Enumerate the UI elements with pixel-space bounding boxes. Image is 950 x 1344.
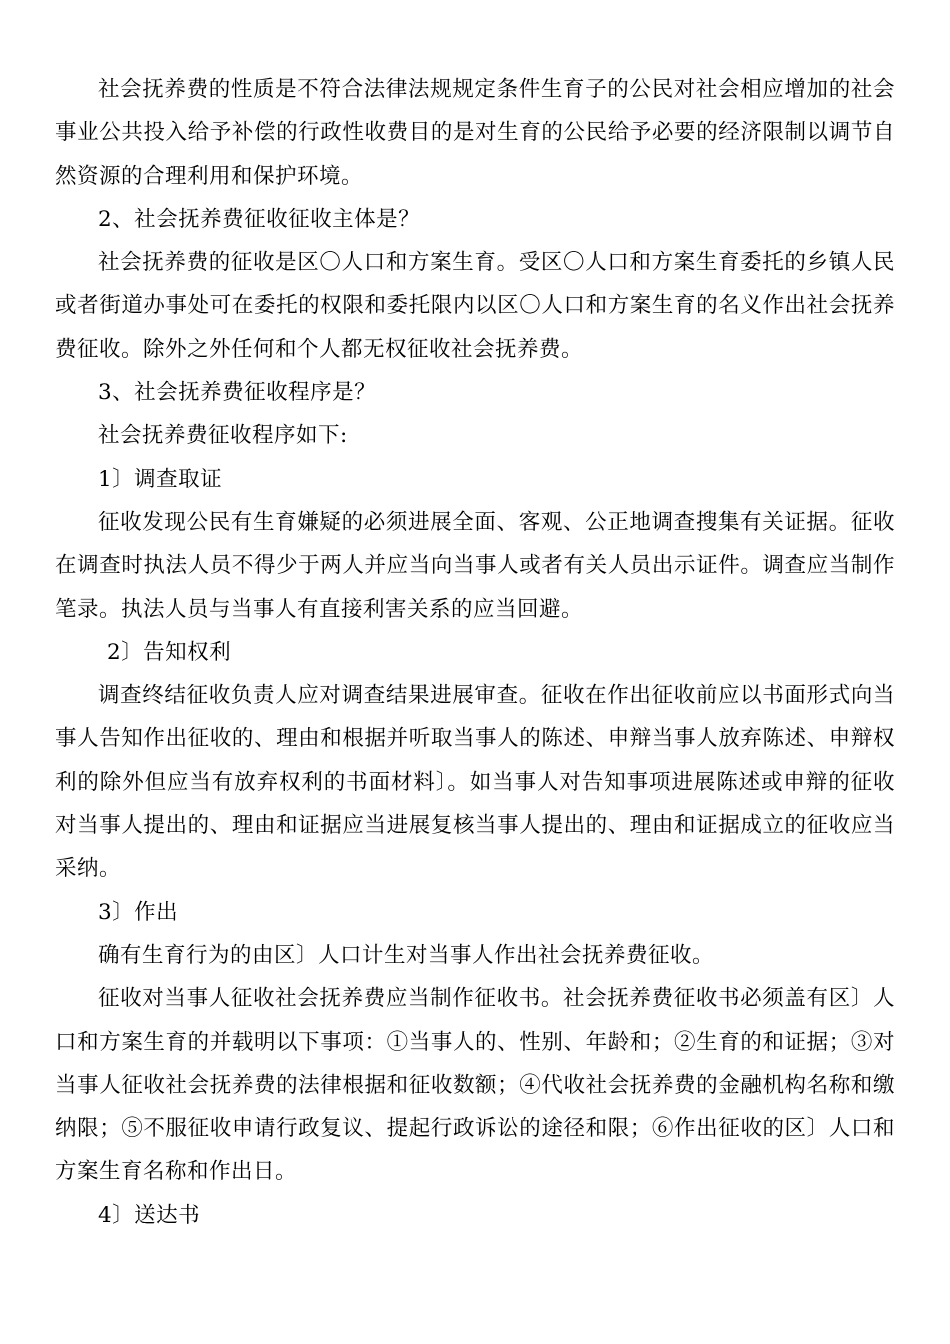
document-page [55, 68, 895, 1237]
step-2-heading: 2〕告知权利 [107, 639, 232, 665]
step-1-heading: 1〕调查取证 [98, 466, 223, 492]
paragraph-notification: 调查终结征收负责人应对调查结果进展审查。征收在作出征收前应以书面形式向当事人告知作出征收的、理由和根据并听取当事人的陈述、申辩当事人放弃陈述、申辩权利的除外但应当有放弃权利的书面材料〕。如当事人对告知事项进展陈述或申辩的征收对当事人提出的、理由和证据应当进展复核当事人提出的、理由和证据成立的征收应当采纳。 [55, 683, 895, 882]
procedure-intro: 社会抚养费征收程序如下: [98, 423, 348, 449]
question-collection-subject: 2、社会抚养费征收征收主体是？ [98, 206, 421, 232]
paragraph-decision-letter: 征收对当事人征收社会抚养费应当制作征收书。社会抚养费征收书必须盖有区〕人口和方案生育的并载明以下事项：①当事人的、性别、年龄和；②生育的和证据；③对当事人征收社会抚养费的法律根据和征收数额；④代收社会抚养费的金融机构名称和缴纳限；⑤不服征收申请行政复议、提起行政诉讼的途径和限；⑥作出征收的区〕人口和方案生育名称和作出日。 [55, 986, 895, 1185]
paragraph-nature: 社会抚养费的性质是不符合法律法规规定条件生育子的公民对社会相应增加的社会事业公共投入给予补偿的行政性收费目的是对生育的公民给予必要的经济限制以调节自然资源的合理利用和保护环境。 [55, 77, 895, 189]
paragraph-decision: 确有生育行为的由区〕人口计生对当事人作出社会抚养费征收。 [98, 942, 715, 968]
paragraph-investigation: 征收发现公民有生育嫌疑的必须进展全面、客观、公正地调查搜集有关证据。征收在调查时执法人员不得少于两人并应当向当事人或者有关人员出示证件。调查应当制作笔录。执法人员与当事人有直接利害关系的应当回避。 [55, 509, 895, 622]
step-4-heading: 4〕送达书 [98, 1202, 201, 1228]
step-3-heading: 3〕作出 [98, 899, 179, 925]
paragraph-collection-subject: 社会抚养费的征收是区〇人口和方案生育。受区〇人口和方案生育委托的乡镇人民或者街道办事处可在委托的权限和委托限内以区〇人口和方案生育的名义作出社会抚养费征收。除外之外任何和个人都无权征收社会抚养费。 [55, 250, 895, 362]
question-collection-procedure: 3、社会抚养费征收程序是？ [98, 380, 377, 406]
